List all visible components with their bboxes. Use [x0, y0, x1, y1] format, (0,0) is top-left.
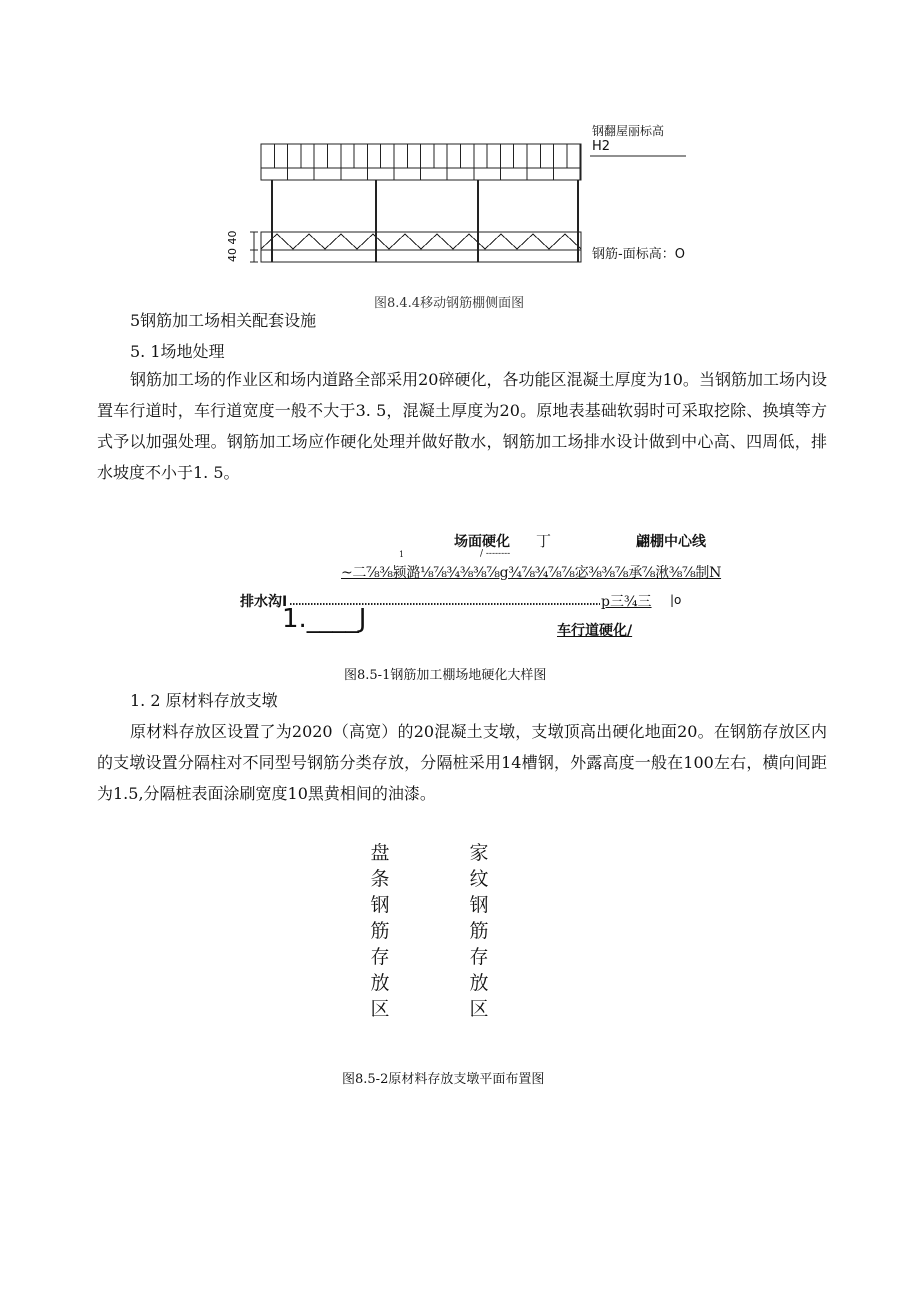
- figure-1-caption-clip: [300, 290, 600, 311]
- shed-side-elevation-drawing: [0, 0, 920, 300]
- roof-elevation-value: H2: [592, 139, 611, 154]
- figure-3-caption: 图8.5-2原材料存放支墩平面布置图: [342, 1072, 545, 1087]
- zone-label-threaded-rebar: 家纹钢筋存放区: [469, 842, 489, 1020]
- zone-label-coil-rebar: 盘条钢筋存放区: [370, 842, 390, 1020]
- subsection-heading-5-2: 1. 2 原材料存放支墩: [130, 691, 278, 710]
- label-shed-centerline: 翩棚中心线: [636, 534, 706, 550]
- right-marks: p三¾三: [601, 594, 652, 610]
- paragraph-material-storage: 原材料存放区设置了为2020（高宽）的20混凝土支墩，支墩顶高出硬化地面20。在钢筋存放区内的支墩设置分隔柱对不同型号钢筋分类存放，分隔桩采用14槽钢，外露高度一般在100左右，横向间距为1.5,分隔桩表面涂刷宽度10黑黄相间的油漆。: [97, 722, 827, 803]
- figure-2-caption: 图8.5-1钢筋加工棚场地硬化大样图: [344, 668, 547, 683]
- label-site-hardening: 场面硬化: [454, 534, 510, 550]
- tick-mark: 1: [399, 550, 405, 559]
- figure-1-caption: 图8.4.4移动钢筋棚侧面图: [374, 296, 525, 311]
- hatch-noise-line: ~二⅞⅜颍潞⅛⅞¾⅜⅜⅞g¾⅞¾⅞⅞宓⅜⅜⅞承⅞湫⅜⅞制N: [341, 565, 722, 581]
- floor-elevation-label: 钢筋-面标高：O: [592, 247, 685, 262]
- label-big-number: 1.____J: [282, 604, 367, 634]
- label-road-hardening: 车行道硬化/: [557, 623, 633, 639]
- right-io-mark: |o: [670, 593, 682, 607]
- roof-elevation-label: 钢翻屋丽标高: [592, 124, 665, 138]
- label-drain-ditch: 排水沟I: [240, 594, 288, 610]
- subsection-heading-5-1: 5. 1场地处理: [130, 342, 225, 361]
- section-heading: 5钢筋加工场相关配套设施: [130, 311, 317, 330]
- dash-mark: / --------: [480, 549, 511, 559]
- paragraph-site-treatment: 钢筋加工场的作业区和场内道路全部采用20碎硬化，各功能区混凝土厚度为10。当钢筋加工场内设置车行道时，车行道宽度一般不大于3. 5，混凝土厚度为20。原地表基础软弱时可采取挖除、换填等方式予以加强处理。钢筋加工场应作硬化处理并做好散水，钢筋加工场排水设计做到中心高、四周低，排水坡度不小于1. 5。: [97, 370, 827, 482]
- label-ding: 丁: [536, 532, 552, 550]
- dimension-label: 40 40: [226, 230, 239, 262]
